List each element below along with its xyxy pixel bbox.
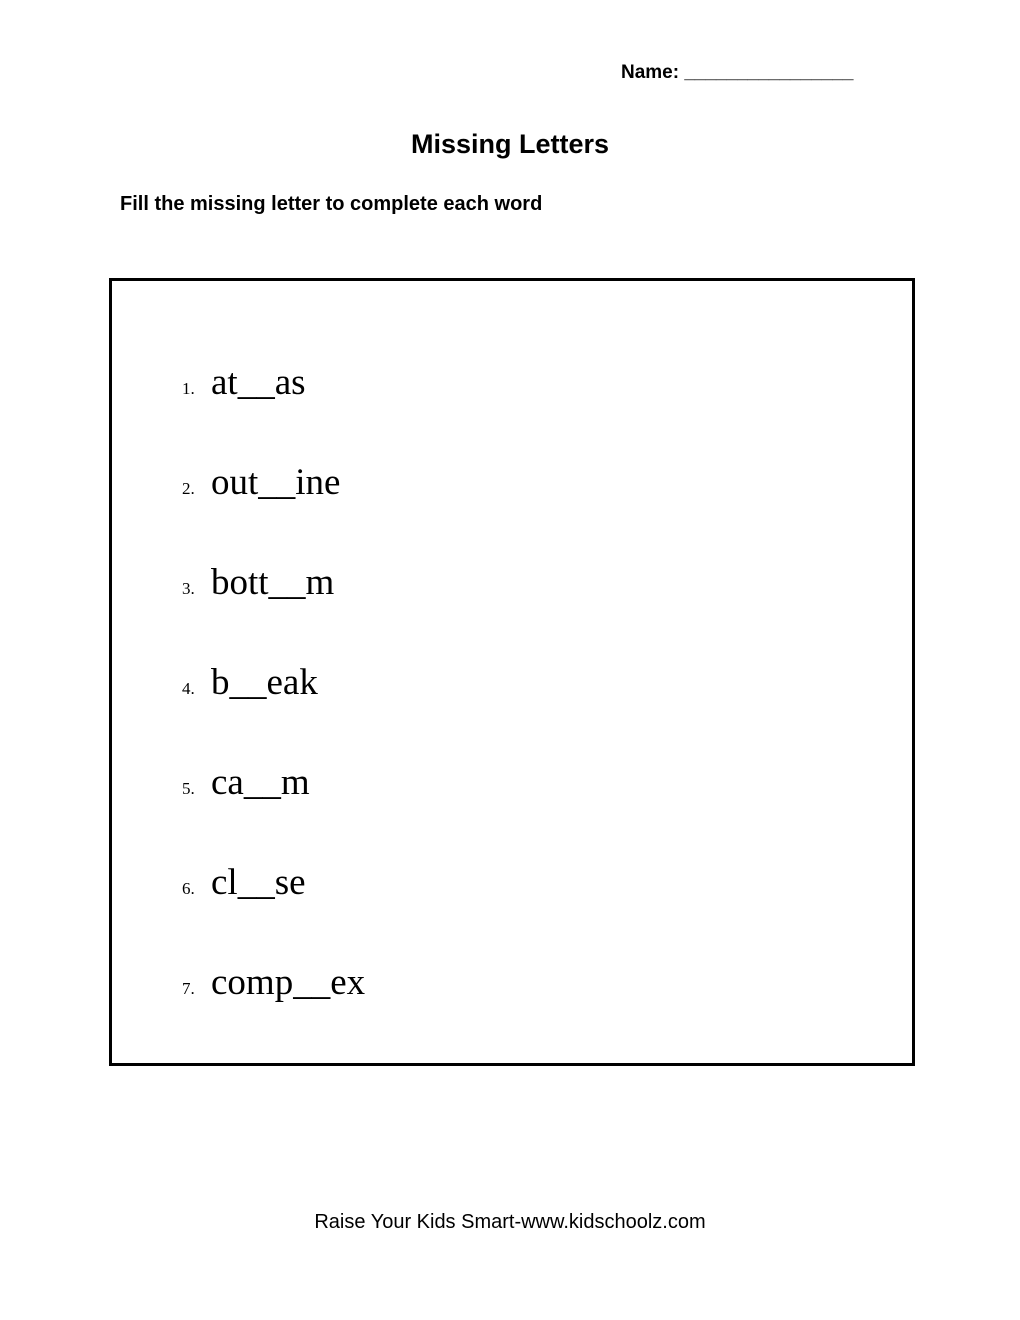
- word-item: [182, 361, 365, 461]
- page-title: Missing Letters: [410, 129, 610, 159]
- name-field-label: Name: ________________: [621, 62, 854, 83]
- word-text: at__as: [211, 362, 306, 403]
- word-number: 3.: [182, 579, 195, 598]
- word-number: 1.: [182, 379, 195, 398]
- word-item: [182, 561, 365, 661]
- word-text: bott__m: [211, 562, 335, 603]
- word-item: [182, 861, 365, 961]
- word-text: ca__m: [211, 762, 310, 803]
- word-item: [182, 961, 365, 1061]
- word-text: b__eak: [211, 662, 318, 703]
- word-number: 5.: [182, 779, 195, 798]
- word-item: [182, 461, 365, 561]
- word-text: out__ine: [211, 462, 341, 503]
- word-list: [182, 361, 365, 1061]
- word-number: 6.: [182, 879, 195, 898]
- word-item: [182, 661, 365, 761]
- word-box: [109, 278, 915, 1066]
- word-number: 2.: [182, 479, 195, 498]
- word-number: 4.: [182, 679, 195, 698]
- instructions: Fill the missing letter to complete each word: [120, 193, 543, 215]
- word-item: [182, 761, 365, 861]
- word-number: 7.: [182, 979, 195, 998]
- footer-credit: Raise Your Kids Smart-www.kidschoolz.com: [314, 1211, 706, 1233]
- word-text: comp__ex: [211, 962, 366, 1003]
- word-text: cl__se: [211, 862, 306, 903]
